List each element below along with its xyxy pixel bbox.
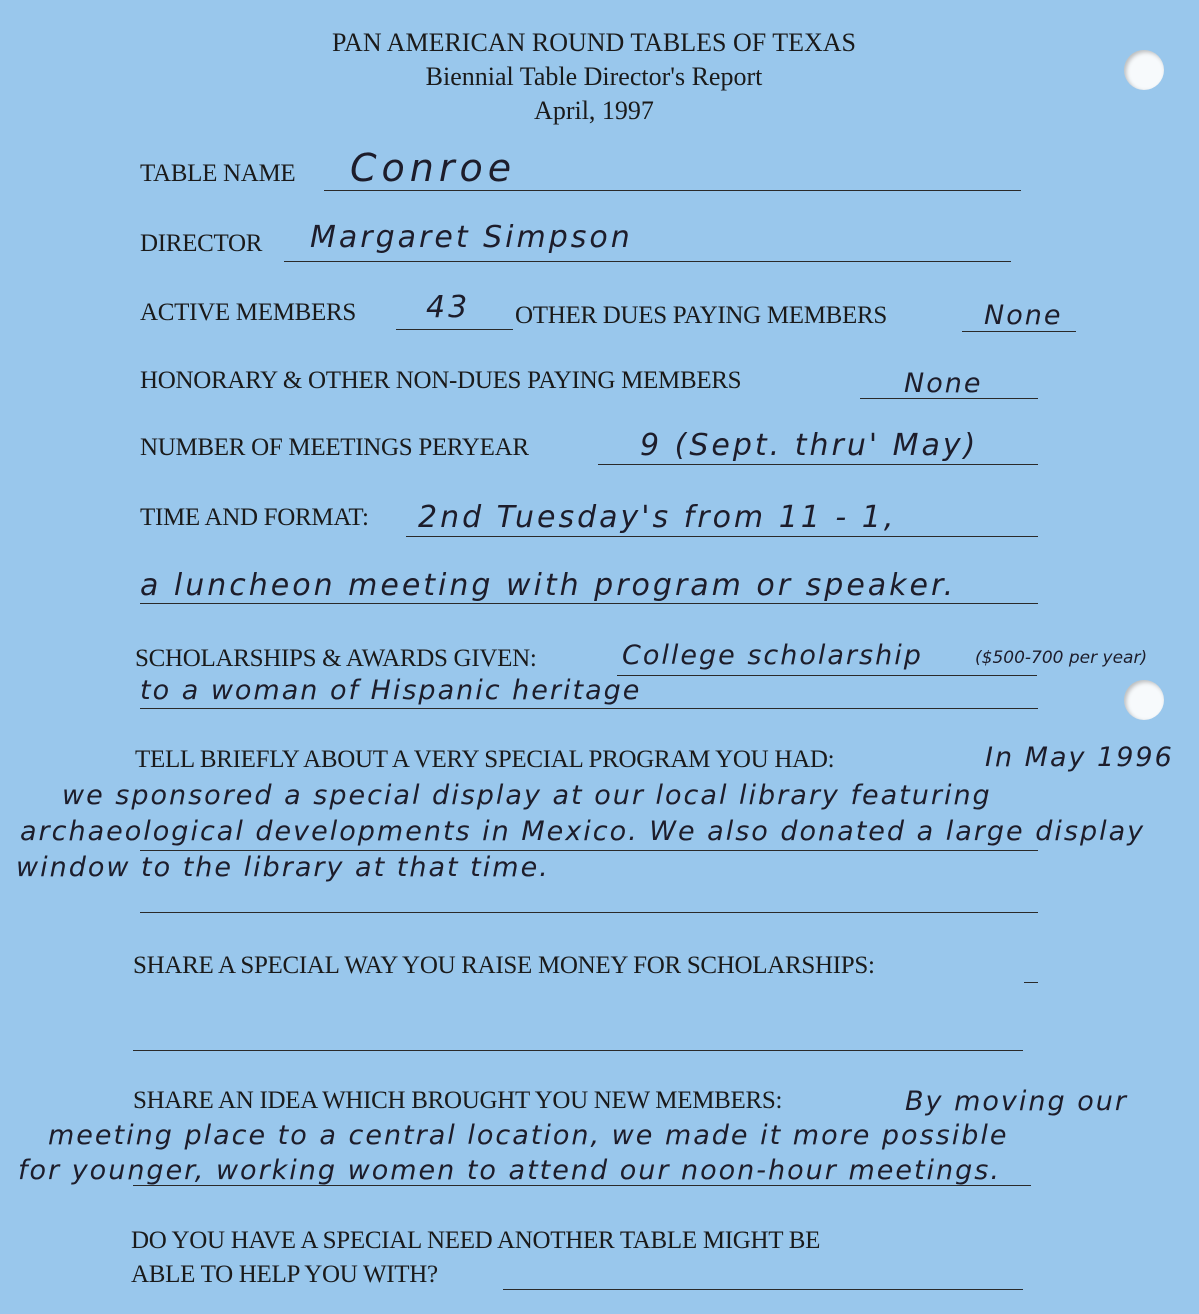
scholarships-amount: ($500-700 per year) <box>975 648 1148 668</box>
new-members-label: SHARE AN IDEA WHICH BROUGHT YOU NEW MEMBERS: <box>133 1087 783 1114</box>
special-need-line <box>503 1289 1023 1290</box>
director-value: Margaret Simpson <box>310 220 633 255</box>
special-need-label-1: DO YOU HAVE A SPECIAL NEED ANOTHER TABLE MIGHT BE <box>131 1227 821 1254</box>
org-title: PAN AMERICAN ROUND TABLES OF TEXAS <box>331 28 857 57</box>
special-program-value-2: archaeological developments in Mexico. We also donated a large display <box>20 816 1146 847</box>
new-members-value-0: By moving our <box>905 1086 1128 1117</box>
report-date: April, 1997 <box>534 96 654 125</box>
meetings-line <box>598 464 1038 465</box>
honorary-value: None <box>904 368 983 399</box>
raise-money-line-2 <box>133 1050 1023 1051</box>
time-format-value-2: a luncheon meeting with program or speaker. <box>140 568 957 603</box>
new-members-value-2: for younger, working women to attend our noon-hour meetings. <box>18 1155 1001 1186</box>
new-members-value-1: meeting place to a central location, we made it more possible <box>48 1120 1009 1151</box>
director-line <box>284 261 1011 262</box>
scholarships-line-1 <box>617 675 1037 676</box>
other-dues-value: None <box>984 300 1063 331</box>
time-format-line-1 <box>406 536 1038 537</box>
special-program-value-1: we sponsored a special display at our local library featuring <box>62 780 992 811</box>
scholarships-label: SCHOLARSHIPS & AWARDS GIVEN: <box>135 645 537 672</box>
meetings-value: 9 (Sept. thru' May) <box>640 428 979 463</box>
special-program-value-3: window to the library at that time. <box>16 852 550 883</box>
special-need-label-2: ABLE TO HELP YOU WITH? <box>131 1261 438 1288</box>
table-name-label: TABLE NAME <box>140 160 296 187</box>
director-label: DIRECTOR <box>140 230 263 257</box>
honorary-label: HONORARY & OTHER NON-DUES PAYING MEMBERS <box>140 367 742 394</box>
time-format-line-2 <box>140 603 1038 604</box>
meetings-label: NUMBER OF MEETINGS PERYEAR <box>140 434 529 461</box>
table-name-line <box>324 190 1021 191</box>
report-title: Biennial Table Director's Report <box>425 62 763 91</box>
active-members-line <box>396 329 513 330</box>
special-program-line-2 <box>140 912 1038 913</box>
special-program-label: TELL BRIEFLY ABOUT A VERY SPECIAL PROGRAM YOU HAD: <box>135 746 835 773</box>
raise-money-line-1 <box>1024 982 1038 983</box>
active-members-value: 43 <box>426 290 471 325</box>
special-program-line-1 <box>140 850 1038 851</box>
active-members-label: ACTIVE MEMBERS <box>140 299 356 326</box>
table-name-value: Conroe <box>350 146 517 190</box>
special-program-value-0: In May 1996 <box>985 742 1174 773</box>
scholarships-value-1: College scholarship <box>622 640 923 671</box>
scholarships-value-2: to a woman of Hispanic heritage <box>140 675 642 706</box>
time-format-label: TIME AND FORMAT: <box>140 504 369 531</box>
other-dues-label: OTHER DUES PAYING MEMBERS <box>515 302 887 329</box>
binder-hole-icon <box>1124 680 1164 720</box>
other-dues-line <box>962 331 1076 332</box>
raise-money-label: SHARE A SPECIAL WAY YOU RAISE MONEY FOR SCHOLARSHIPS: <box>133 952 875 979</box>
time-format-value-1: 2nd Tuesday's from 11 - 1, <box>418 500 897 535</box>
scholarships-line-2 <box>140 708 1038 709</box>
